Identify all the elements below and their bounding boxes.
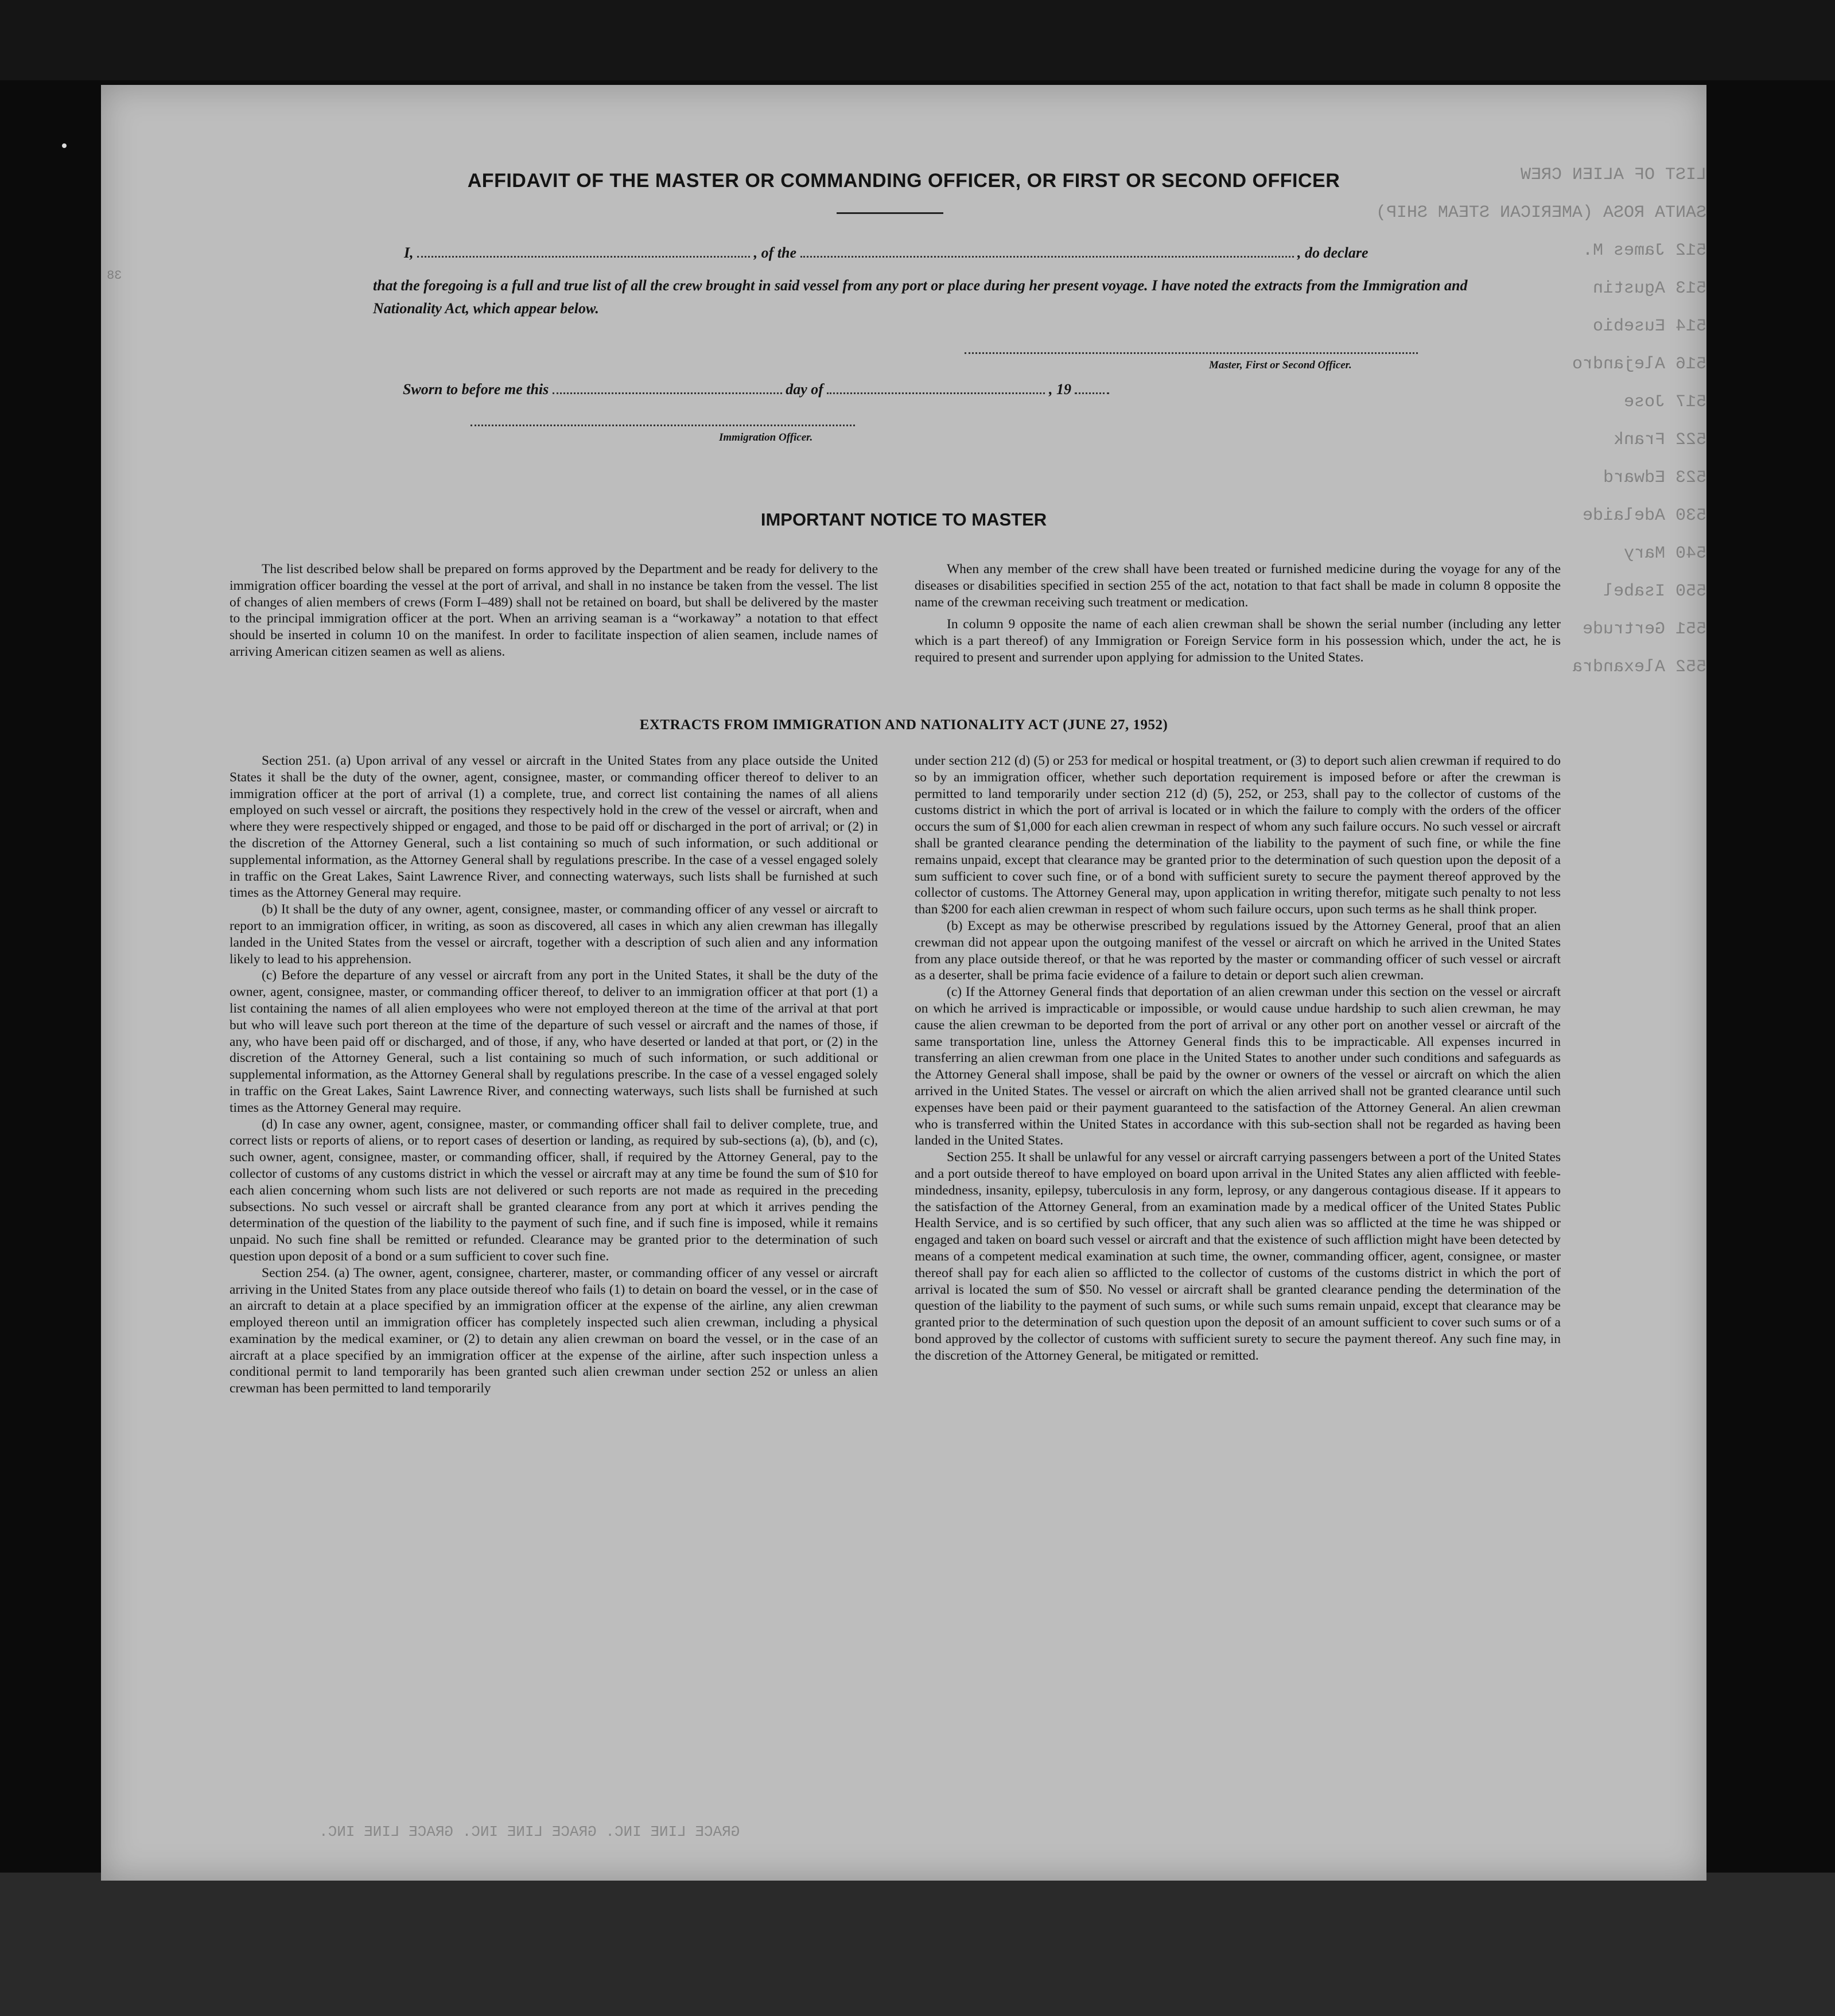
- section-251-b: (b) It shall be the duty of any owner, agent, consignee, master, or commanding officer of any vessel or aircraft to report to an immigration officer, in writing, as soon as discovered, all cases in which any alien crewman has illegally landed in the United States from the vessel or aircraft, together with a description of such alien and any information likely to lead to his apprehension.: [230, 902, 878, 967]
- sworn-line: [403, 381, 1109, 398]
- affidavit-declaration-line: [404, 244, 1368, 262]
- microfilm-border-bottom: [0, 1873, 1835, 2016]
- notice-right-paragraph-1: When any member of the crew shall have been treated or furnished medicine during the voyage for any of the diseases or disabilities specified in section 255 of the act, notation to that fact shall be made in column 8 opposite the name of the crewman receiving such treatment or medication.: [915, 562, 1561, 610]
- section-255: Section 255. It shall be unlawful for any vessel or aircraft carrying passengers between a port of the United States and a port outside thereof to have employed on board upon arrival in the United States any alien afflicted with feeble-mindedness, insanity, epilepsy, tuberculosis in any form, leprosy, or any dangerous contagious disease. If it appears to the satisfaction of the Attorney General, from an examination made by a medical officer of the United States Public Health Service, and is so certified by such officer, that any such alien was so afflicted at the time he was shipped or engaged and taken on board such vessel or aircraft and that the existence of such affliction might have been detected by means of a competent medical examination at such time, the owner, commanding officer, agent, consignee, or master thereof shall pay for each alien so afflicted to the collector of customs of the customs district in which the port of arrival is located the sum of $50. No vessel or aircraft shall be granted clearance pending the determination of the question of the liability to the payment of such sums, or while such sums remain unpaid, except that clearance may be granted prior to the determination of such question upon the deposit of an amount sufficient to cover such sums or of a bond approved by the collector of customs with sufficient surety to secure the payment thereof. Any such fine may, in the discretion of the Attorney General, be mitigated or remitted.: [915, 1150, 1561, 1363]
- reverse-side-page-number: 38: [107, 268, 122, 283]
- section-254-c: (c) If the Attorney General finds that deportation of an alien crewman under this section on the vessel or aircraft on which he arrived is impracticable or impossible, or would cause undue hardship to such alien crewman, he may cause the alien crewman to be deported from the port of arrival or any other port on another vessel or aircraft of the same transportation line, unless the Attorney General finds this to be impracticable. All expenses incurred in transferring an alien crewman from one place in the United States to another under such conditions and safeguards as the Attorney General shall impose, shall be paid by the owner or owners of the vessel or aircraft on which the alien arrived in the United States. The vessel or aircraft on which the alien arrived shall not be granted clearance until such expenses have been paid or their payment guaranteed to the satisfaction of the Attorney General. An alien crewman who is transferred within the United States in accordance with this sub-section shall not be regarded as having been landed in the United States.: [915, 984, 1561, 1149]
- section-254-a-continued: under section 212 (d) (5) or 253 for medical or hospital treatment, or (3) to deport such alien crewman if required to do so by an immigration officer, whether such deportation requirement is imposed before or after the crewman is permitted to land temporarily under section 212 (d) (5), 252, or 253, shall pay to the collector of customs of the customs district in which the port of arrival is located or in which the failure to comply with the orders of the officer occurs the sum of $1,000 for each alien crewman in respect of whom any such failure occurs. No such vessel or aircraft shall be granted clearance pending the determination of the liability to the payment of such fine, or while the fine remains unpaid, except that clearance may be granted prior to the determination of such question upon the deposit of a sum sufficient to cover such fine, or of a bond with sufficient surety to secure the payment thereof approved by the collector of customs. The Attorney General may, upon application in writing therefor, mitigate such penalty to not less than $200 for each alien crewman in respect of whom such failure occurs, upon such terms as he shall think proper.: [915, 753, 1561, 917]
- microfilm-border-top: [0, 0, 1835, 80]
- notice-left-column: [230, 561, 878, 660]
- notice-right-column: [915, 561, 1561, 666]
- sworn-day-of: day of: [786, 381, 823, 398]
- sworn-month-field[interactable]: [827, 392, 1045, 394]
- extracts-left-column: [230, 753, 878, 1397]
- notice-left-paragraph: The list described below shall be prepared on forms approved by the Department and be ready for delivery to the immigration officer boarding the vessel at the port of arrival, and shall in no instance be taken from the vessel. The list of changes of alien members of crews (Form I–489) shall not be retained on board, but shall be delivered by the master to the principal immigration officer at the port. When an arriving seaman is a “workaway” a notation to that effect should be inserted in column 10 on the manifest. In order to facilitate inspection of alien seamen, include names of arriving American citizen seamen as well as aliens.: [230, 562, 878, 659]
- section-254-a: Section 254. (a) The owner, agent, consignee, charterer, master, or commanding officer of any vessel or aircraft arriving in the United States from any place outside thereof who fails (1) to detain on board the vessel, or in the case of an aircraft to detain at a place specified by an immigration officer at the expense of the airline, any alien crewman employed thereon until an immigration officer has completely inspected such alien crewman, including a physical examination by the medical examiner, or (2) to detain any alien crewman on board the vessel, or in the case of an aircraft at a place specified by an immigration officer at the expense of the airline, after such inspection unless a conditional permit to land temporarily has been granted such alien crewman under section 252 or unless an alien crewman has been permitted to land temporarily: [230, 1265, 878, 1396]
- declaration-prefix: I,: [404, 244, 414, 261]
- sworn-year: , 19: [1048, 381, 1071, 398]
- master-signature-line[interactable]: [965, 352, 1418, 354]
- section-251-a: Section 251. (a) Upon arrival of any vessel or aircraft in the United States from any place outside the United States it shall be the duty of the owner, agent, consignee, master, or commanding officer thereof to deliver to an immigration officer at the port of arrival (1) a complete, true, and correct list containing the names of all aliens employed on such vessel or aircraft, the positions they respectively hold in the crew of the vessel or aircraft, when and where they were respectively shipped or engaged, and those to be paid off or discharged in the port of arrival; or (2) in the discretion of the Attorney General, such a list containing so much of such information, or such additional or supplemental information, as the Attorney General shall by regulations prescribe. In the case of a vessel engaged solely in traffic on the Great Lakes, Saint Lawrence River, and connecting waterways, such lists shall be furnished at such times as the Attorney General may require.: [230, 753, 878, 901]
- extracts-title: EXTRACTS FROM IMMIGRATION AND NATIONALITY ACT (JUNE 27, 1952): [639, 717, 1168, 733]
- document-page: [101, 85, 1706, 1881]
- margin-mark: [62, 143, 67, 148]
- extracts-right-column: [915, 753, 1561, 1364]
- affidavit-title: AFFIDAVIT OF THE MASTER OR COMMANDING OFFICER, OR FIRST OR SECOND OFFICER: [467, 170, 1340, 192]
- section-251-c: (c) Before the departure of any vessel or aircraft from any port in the United States, it shall be the duty of the owner, agent, consignee, master, or commanding officer thereof, to deliver to an immigration officer at that port (1) a list containing the names of all alien employees who were not employed thereon at the time of the arrival at that port but who will leave such port thereon at the time of the departure of such vessel or aircraft and the names of those, if any, who have been paid off or discharged, and of those, if any, who have deserted or landed at that port, or (2) in the discretion of the Attorney General, such a list containing so much of such information, or such additional or supplemental information, as the Attorney General shall by regulations prescribe. In the case of a vessel engaged solely in traffic on the Great Lakes, Saint Lawrence River, and connecting waterways, such lists shall be furnished at such times as the Attorney General may require.: [230, 968, 878, 1115]
- title-underline: [837, 212, 943, 214]
- reverse-side-show-through: LIST OF ALIEN CREW SANTA ROSA (AMERICAN STEAM SHIP) 512 James M. 513 Agustin 514 Eusebio 516 Alejandro 517 Jose 522 Frank 523 Edward 530 Adelaide 540 Mary 550 Isabel 551 Gertrude 552 Alexandra: [1375, 165, 1706, 677]
- sworn-day-field[interactable]: [553, 392, 782, 394]
- reverse-side-footer-show-through: GRACE LINE INC. GRACE LINE INC. GRACE LINE INC.: [319, 1823, 740, 1840]
- sworn-year-field[interactable]: [1075, 392, 1109, 394]
- section-254-b: (b) Except as may be otherwise prescribed by regulations issued by the Attorney General, proof that an alien crewman did not appear upon the outgoing manifest of the vessel or aircraft on which he arrived in the United States from any place outside thereof, or that he was reported by the master or commanding officer of such vessel or aircraft as a deserter, shall be prima facie evidence of a failure to detain or deport such alien crewman.: [915, 918, 1561, 983]
- officer-name-field[interactable]: [417, 256, 750, 258]
- affidavit-body: that the foregoing is a full and true list of all the crew brought in said vessel from any port or place during her present voyage. I have noted the extracts from the Immigration and Nationality Act, which appear below.: [373, 277, 1468, 317]
- master-signature-label: Master, First or Second Officer.: [1209, 359, 1352, 371]
- notice-right-paragraph-2: In column 9 opposite the name of each alien crewman shall be shown the serial number (including any letter which is a part thereof) of any Immigration or Foreign Service form in his possession which, under the act, he is required to present and surrender upon applying for admission to the United States.: [915, 617, 1561, 665]
- declaration-of-the: , of the: [753, 244, 797, 261]
- vessel-name-field[interactable]: [800, 256, 1294, 258]
- declaration-suffix: , do declare: [1297, 244, 1369, 261]
- immigration-officer-label: Immigration Officer.: [719, 431, 813, 443]
- immigration-officer-signature-line[interactable]: [471, 425, 855, 426]
- sworn-prefix: Sworn to before me this: [403, 381, 549, 398]
- notice-title: IMPORTANT NOTICE TO MASTER: [760, 509, 1047, 530]
- section-251-d: (d) In case any owner, agent, consignee, master, or commanding officer shall fail to deliver complete, true, and correct lists or reports of aliens, or to report cases of desertion or landing, as required by sub-sections (a), (b), and (c), such owner, agent, consignee, master, or commanding officer, shall, if required by the Attorney General, pay to the collector of customs of any customs district in which the vessel or aircraft may at any time be found the sum of $10 for each alien concerning whom such lists are not delivered or such reports are not made as required in the preceding subsections. No such vessel or aircraft shall be granted clearance from any port at which it arrives pending the determination of the question of the liability to the payment of such fine, and if such fine is imposed, while it remains unpaid. No such fine shall be remitted or refunded. Clearance may be granted prior to the determination of such question upon deposit of a bond or a sum sufficient to cover such fine.: [230, 1116, 878, 1264]
